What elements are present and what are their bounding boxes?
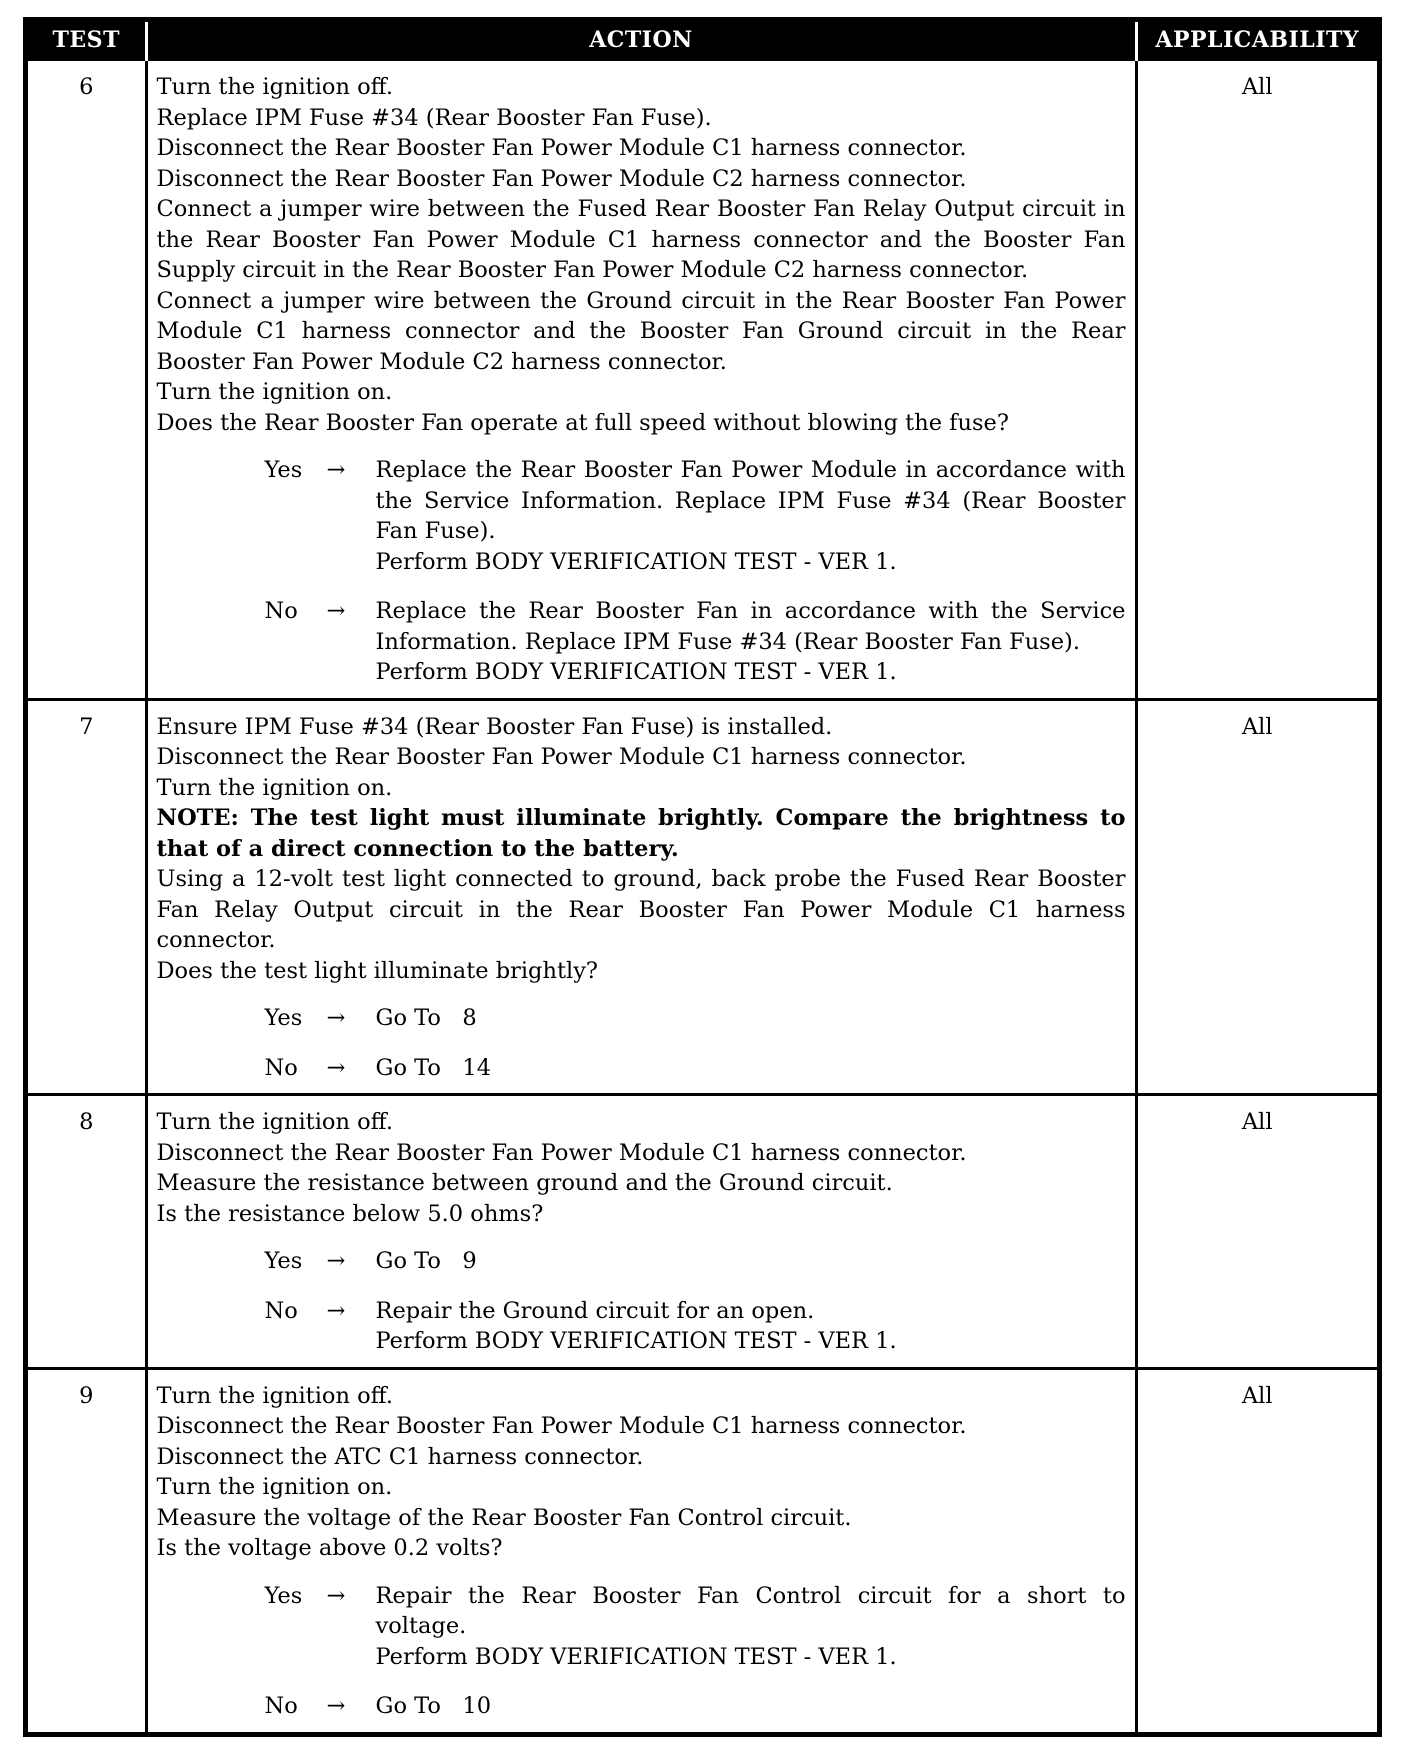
action-cell bbox=[146, 699, 1136, 1095]
applicability-value: All bbox=[1136, 699, 1377, 1095]
action-step: Turn the ignition on. bbox=[156, 774, 393, 801]
answer-line: Go To 9 bbox=[375, 1248, 477, 1274]
test-row-6 bbox=[28, 60, 1377, 700]
test-row-7 bbox=[28, 699, 1377, 1095]
action-step: Disconnect the Rear Booster Fan Power Module C1 harness connector. bbox=[156, 1139, 967, 1166]
arrow-right-icon: → bbox=[326, 1248, 346, 1274]
arrow-right-icon: → bbox=[326, 598, 346, 624]
answer-label: No bbox=[264, 598, 298, 624]
answer-list bbox=[157, 1581, 1133, 1722]
action-step: Measure the voltage of the Rear Booster Fan Control circuit. bbox=[156, 1504, 852, 1531]
action-step: Does the test light illuminate brightly? bbox=[156, 957, 598, 984]
test-number: 6 bbox=[28, 60, 146, 700]
note-text: NOTE: The test light must illuminate brightly. Compare the brightness to that of a direct connection to the battery. bbox=[156, 805, 1126, 862]
test-number: 7 bbox=[28, 699, 146, 1095]
action-cell bbox=[146, 1095, 1136, 1369]
action-step: Is the voltage above 0.2 volts? bbox=[156, 1535, 503, 1561]
answer-label: Yes bbox=[264, 457, 303, 483]
arrow-right-icon: → bbox=[326, 1297, 346, 1324]
answer-list bbox=[157, 455, 1133, 688]
answer-label: Yes bbox=[264, 1248, 303, 1274]
arrow-right-icon: → bbox=[326, 1693, 346, 1719]
action-cell bbox=[146, 60, 1136, 700]
answer-text bbox=[375, 596, 1133, 688]
answer-line: Perform BODY VERIFICATION TEST - VER 1. bbox=[375, 659, 897, 685]
arrow-right-icon: → bbox=[326, 457, 346, 483]
header-test: TEST bbox=[28, 22, 146, 60]
action-step: Turn the ignition off. bbox=[156, 74, 393, 100]
action-step: Connect a jumper wire between the Ground circuit in the Rear Booster Fan Power Module C1 harness connector and the Booster Fan Ground circuit in the Rear Booster Fan Power Module C2 harness connector. bbox=[156, 287, 1126, 375]
action-step: Measure the resistance between ground and the Ground circuit. bbox=[156, 1170, 893, 1196]
action-step: Does the Rear Booster Fan operate at full speed without blowing the fuse? bbox=[156, 409, 1009, 436]
answer-yes bbox=[157, 1581, 1133, 1673]
arrow-right-icon: → bbox=[326, 1582, 346, 1609]
action-step: Connect a jumper wire between the Fused Rear Booster Fan Relay Output circuit in the Rear Booster Fan Power Module C1 harness connector and the Booster Fan Supply circuit in the Rear Booster Fan Power Module C2 harness connector. bbox=[156, 196, 1126, 283]
action-step: Ensure IPM Fuse #34 (Rear Booster Fan Fuse) is installed. bbox=[156, 713, 833, 740]
answer-line: Go To 14 bbox=[375, 1054, 492, 1081]
answer-line: Repair the Ground circuit for an open. bbox=[375, 1297, 815, 1324]
answer-text bbox=[376, 1296, 1126, 1357]
answer-label: No bbox=[264, 1693, 298, 1719]
answer-line: Perform BODY VERIFICATION TEST - VER 1. bbox=[375, 1643, 897, 1670]
action-step: Turn the ignition off. bbox=[156, 1382, 393, 1409]
diagnostic-table bbox=[28, 22, 1377, 1732]
answer-line: Perform BODY VERIFICATION TEST - VER 1. bbox=[375, 548, 897, 575]
action-step: Disconnect the Rear Booster Fan Power Module C1 harness connector. bbox=[156, 744, 967, 770]
action-step: Turn the ignition off. bbox=[156, 1109, 393, 1135]
action-cell bbox=[146, 1368, 1136, 1732]
table-body bbox=[28, 60, 1377, 1732]
answer-line: Repair the Rear Booster Fan Control circuit for a short to voltage. bbox=[375, 1582, 1133, 1639]
answer-yes bbox=[157, 455, 1133, 577]
answer-text bbox=[375, 455, 1133, 577]
action-step: Disconnect the Rear Booster Fan Power Module C2 harness connector. bbox=[156, 165, 967, 192]
answer-text bbox=[376, 1691, 1126, 1722]
test-number: 8 bbox=[28, 1095, 146, 1369]
applicability-value: All bbox=[1136, 1095, 1377, 1369]
action-step: Turn the ignition on. bbox=[156, 1474, 393, 1500]
action-step: Disconnect the Rear Booster Fan Power Module C1 harness connector. bbox=[156, 135, 967, 161]
applicability-value: All bbox=[1136, 60, 1377, 700]
action-step: Is the resistance below 5.0 ohms? bbox=[156, 1200, 544, 1227]
answer-no bbox=[157, 1053, 1126, 1084]
action-step: Disconnect the ATC C1 harness connector. bbox=[156, 1443, 644, 1470]
answer-yes bbox=[157, 1003, 1126, 1034]
answer-label: Yes bbox=[264, 1582, 303, 1609]
answer-yes bbox=[157, 1246, 1126, 1277]
answer-text bbox=[376, 1003, 1126, 1034]
answer-line: Replace the Rear Booster Fan in accordance with the Service Information. Replace IPM Fuse #34 (Rear Booster Fan Fuse). bbox=[375, 598, 1133, 655]
answer-text bbox=[376, 1053, 1126, 1084]
answer-list bbox=[157, 1003, 1126, 1083]
answer-list bbox=[157, 1246, 1126, 1357]
answer-line: Go To 8 bbox=[375, 1005, 477, 1031]
test-row-9 bbox=[28, 1368, 1377, 1732]
answer-label: No bbox=[264, 1054, 298, 1081]
test-number: 9 bbox=[28, 1368, 146, 1732]
answer-line: Go To 10 bbox=[375, 1693, 492, 1719]
answer-no bbox=[157, 1691, 1126, 1722]
action-step: Using a 12-volt test light connected to ground, back probe the Fused Rear Booster Fan Relay Output circuit in the Rear Booster Fan Power Module C1 harness connector. bbox=[156, 866, 1126, 953]
action-step: Disconnect the Rear Booster Fan Power Module C1 harness connector. bbox=[156, 1413, 967, 1439]
header-applicability: APPLICABILITY bbox=[1136, 22, 1377, 60]
diagnostic-table-sheet bbox=[23, 17, 1382, 1737]
header-action: ACTION bbox=[146, 22, 1136, 60]
action-step: Replace IPM Fuse #34 (Rear Booster Fan Fuse). bbox=[156, 104, 712, 131]
test-row-8 bbox=[28, 1095, 1377, 1369]
answer-line: Perform BODY VERIFICATION TEST - VER 1. bbox=[375, 1328, 897, 1354]
answer-line: Replace the Rear Booster Fan Power Module in accordance with the Service Information. Replace IPM Fuse #34 (Rear Booster Fan Fuse). bbox=[375, 457, 1133, 544]
answer-text bbox=[375, 1581, 1133, 1673]
arrow-right-icon: → bbox=[326, 1005, 346, 1031]
answer-label: Yes bbox=[264, 1005, 303, 1031]
header-row bbox=[28, 22, 1377, 60]
answer-no bbox=[157, 596, 1133, 688]
answer-no bbox=[157, 1296, 1126, 1357]
answer-label: No bbox=[264, 1297, 298, 1324]
answer-text bbox=[376, 1246, 1126, 1277]
arrow-right-icon: → bbox=[326, 1054, 346, 1081]
action-step: Turn the ignition on. bbox=[156, 379, 393, 405]
applicability-value: All bbox=[1136, 1368, 1377, 1732]
